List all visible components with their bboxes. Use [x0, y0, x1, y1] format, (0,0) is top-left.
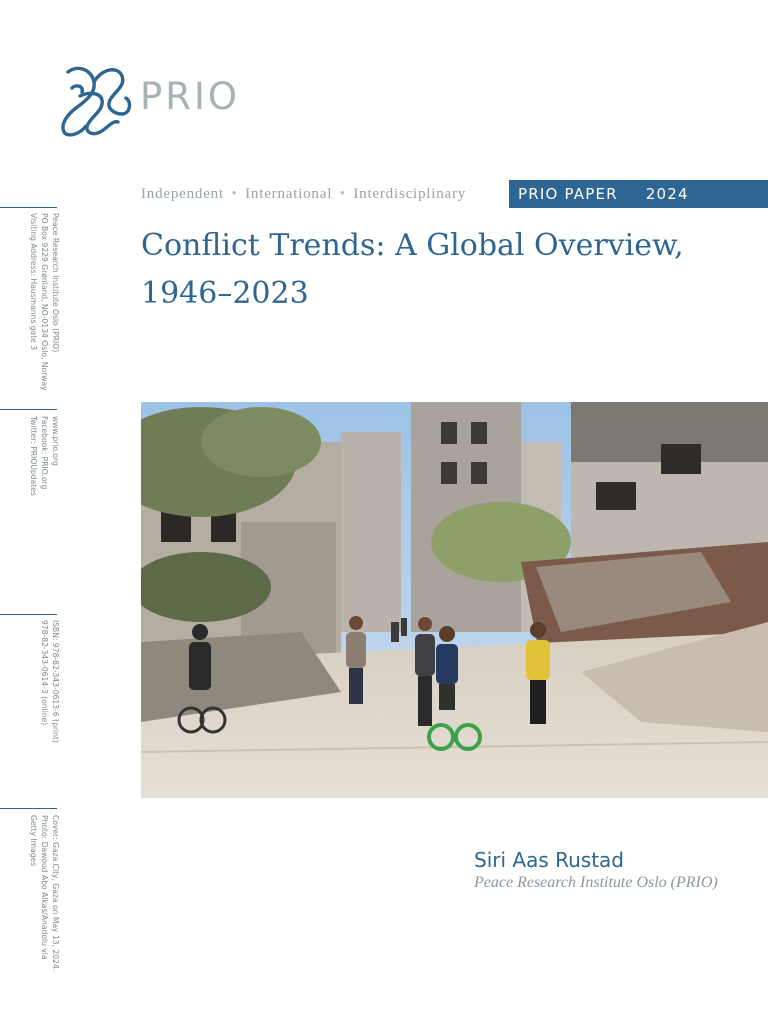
tagline-part: International	[245, 186, 333, 202]
series-bar	[509, 180, 768, 208]
twitter-link[interactable]: Twitter: PRIOUpdates	[29, 416, 38, 496]
sidebar-divider	[0, 808, 57, 809]
cover-credit-line: Cover: Gaza City, Gaza on May 13, 2024.	[51, 815, 60, 972]
author-name: Siri Aas Rustad	[474, 848, 624, 872]
cover-photo	[141, 402, 768, 798]
address-line: PO Box 9229 Grønland, NO-0134 Oslo, Norway	[40, 213, 49, 391]
address-line: Visiting Address: Hausmanns gate 3	[29, 213, 38, 351]
tagline-part: Interdisciplinary	[353, 186, 467, 202]
sidebar-web	[27, 416, 61, 496]
sidebar-divider	[0, 207, 57, 208]
series-label: PRIO PAPER	[518, 185, 618, 203]
web-link[interactable]: www.prio.org	[51, 416, 60, 466]
sidebar-address	[27, 213, 61, 391]
tagline-part: Independent	[141, 186, 224, 202]
tagline-separator: •	[231, 186, 238, 202]
series-year: 2024	[645, 185, 689, 203]
tagline	[141, 186, 466, 203]
sidebar-isbn	[27, 620, 61, 743]
address-line: Peace Research Institute Oslo (PRIO)	[51, 213, 60, 353]
cover-credit-line: Getty Images	[29, 815, 38, 867]
cover-credit-line: Photo: Dawoud Abo Alkas/Anadolu via	[40, 815, 49, 960]
isbn-line: ISBN: 978-82-343-0613-6 (print)	[51, 620, 60, 743]
sidebar-divider	[0, 409, 57, 410]
logo-text: PRIO	[140, 75, 241, 118]
page-title	[141, 222, 741, 318]
prio-logo-icon	[56, 58, 134, 140]
facebook-link[interactable]: Facebook: PRIO.org	[40, 416, 49, 490]
sidebar-divider	[0, 614, 57, 615]
title-line-1: Conflict Trends: A Global Overview,	[141, 228, 684, 263]
isbn-line: 978-82-343-0614-3 (online)	[40, 620, 49, 726]
title-line-2: 1946–2023	[141, 276, 309, 311]
sidebar-cover-credit	[27, 815, 61, 971]
tagline-separator: •	[339, 186, 346, 202]
author-affiliation: Peace Research Institute Oslo (PRIO)	[474, 874, 718, 891]
prio-logo[interactable]	[56, 58, 246, 140]
